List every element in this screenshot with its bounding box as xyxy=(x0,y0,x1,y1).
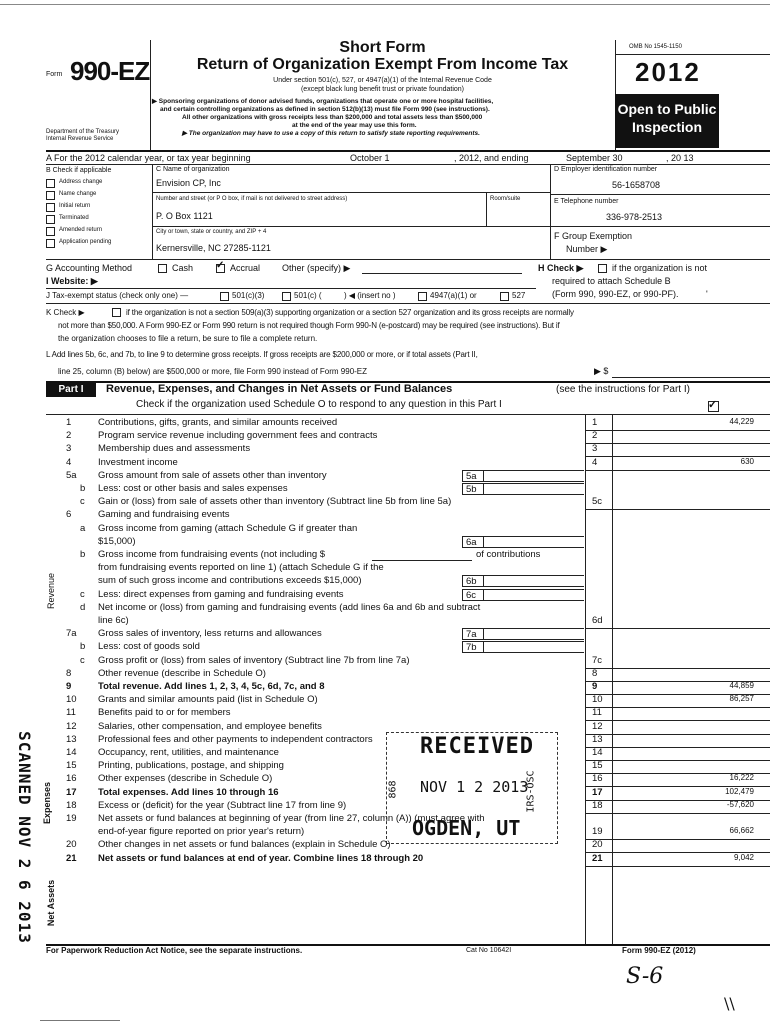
net-assets-side-label: Net Assets xyxy=(46,879,57,927)
line-description: Total expenses. Add lines 10 through 16 xyxy=(98,787,279,798)
b-item-label: Address change xyxy=(59,179,103,185)
line-description: Net assets or fund balances at beginning of year (from line 27, column (A)) (must agree with xyxy=(98,813,485,824)
omb-divider xyxy=(615,54,770,55)
irs-label: Internal Revenue Service xyxy=(46,136,114,142)
line-number: 16 xyxy=(66,773,77,784)
line-ref: 7c xyxy=(592,655,603,666)
line-description: Less: direct expenses from gaming and fundraising events xyxy=(98,589,344,600)
line-ref: 19 xyxy=(592,826,603,837)
accounting-method-label: G Accounting Method xyxy=(46,263,133,273)
sponsoring-line-1: ▶ Sponsoring organizations of donor advised funds, organizations that operate one or more hospital facilities, xyxy=(152,98,494,105)
irs-osc-stamp: IRS-OSC xyxy=(525,770,537,813)
line-number: c xyxy=(80,496,85,507)
line-description: Total revenue. Add lines 1, 2, 3, 4, 5c, 6d, 7c, and 8 xyxy=(98,681,325,692)
c-d-divider xyxy=(550,164,551,260)
line-number: 7a xyxy=(66,628,77,639)
line-number: 19 xyxy=(66,813,77,824)
part1-line xyxy=(0,668,770,682)
line-description: Gross profit or (loss) from sales of inventory (Subtract line 7b from line 7a) xyxy=(98,655,410,666)
part1-line xyxy=(0,813,770,827)
received-stamp: RECEIVED xyxy=(420,734,534,759)
line-amount[interactable]: 44,859 xyxy=(729,681,754,690)
part1-line xyxy=(0,839,770,853)
line-description: Gross sales of inventory, less returns and allowances xyxy=(98,628,322,639)
line-a-label: A For the 2012 calendar year, or tax year beginning xyxy=(46,153,251,163)
cash-checkbox[interactable] xyxy=(158,264,167,273)
other-orgs-line-2: at the end of the year may use this form. xyxy=(292,122,417,129)
part1-line xyxy=(0,747,770,761)
tax-year-end-month: September 30 xyxy=(566,153,623,163)
part1-line xyxy=(0,787,770,801)
line-amount[interactable]: 630 xyxy=(740,457,754,466)
schedule-o-check-mark: ✓ xyxy=(708,399,718,411)
city-state-zip[interactable]: Kernersville, NC 27285-1121 xyxy=(156,243,271,253)
except-note: (except black lung benefit trust or private foundation) xyxy=(300,86,465,93)
b-item-label: Terminated xyxy=(59,215,89,221)
website-label: I Website: ▶ xyxy=(46,276,98,286)
line-number: 14 xyxy=(66,747,77,758)
part1-line xyxy=(0,615,770,629)
street-label: Number and street (or P O box, if mail is not delivered to street address) xyxy=(156,196,348,202)
line-amount[interactable]: 86,257 xyxy=(729,694,754,703)
line-description: Investment income xyxy=(98,457,178,468)
line-ref: 21 xyxy=(592,853,603,864)
part1-tag: Part I xyxy=(46,383,96,397)
part1-header-rule xyxy=(46,414,770,415)
inner-amount-field[interactable] xyxy=(484,575,584,587)
inner-line-ref: 5a xyxy=(462,470,484,482)
line-number: 6 xyxy=(66,509,72,520)
part1-line xyxy=(0,536,770,550)
inner-line-ref: 7b xyxy=(462,641,484,653)
b-item-label: Amended return xyxy=(59,227,103,233)
line-description: Net income or (loss) from gaming and fundraising events (add lines 6a and 6b and subtract xyxy=(98,602,481,613)
line-number: 2 xyxy=(66,430,72,441)
bottom-edge-line xyxy=(40,1020,120,1021)
line-k-text-2: not more than $50,000. A Form 990-EZ or Form 990 return is not required though Form 990-N (e-postcard) may be required (see instructions). But if xyxy=(58,321,560,330)
line-k-checkbox[interactable] xyxy=(112,308,121,317)
line-number: 17 xyxy=(66,787,77,798)
line-description: Gross income from gaming (attach Schedule G if greater than xyxy=(98,523,358,534)
stamp-number: 868 xyxy=(387,780,399,799)
line-number: 10 xyxy=(66,694,77,705)
line-ref: 6d xyxy=(592,615,603,626)
line-description: Other revenue (describe in Schedule O) xyxy=(98,668,266,679)
org-name[interactable]: Envision CP, Inc xyxy=(156,178,221,188)
part1-line xyxy=(0,694,770,708)
part1-line xyxy=(0,549,770,563)
part1-line xyxy=(0,760,770,774)
line-h-text-3: (Form 990, 990-EZ, or 990-PF). xyxy=(552,289,679,299)
line-description: Net assets or fund balances at end of year. Combine lines 18 through 20 xyxy=(98,853,424,864)
b-c-divider xyxy=(152,164,153,260)
ogden-stamp: OGDEN, UT xyxy=(412,816,521,840)
line-number: 3 xyxy=(66,443,72,454)
website-rule xyxy=(46,288,536,289)
org-name-label: C Name of organization xyxy=(156,166,230,173)
b-item-label: Name change xyxy=(59,191,97,197)
line-l-text-2: line 25, column (B) below) are $500,000 or more, file Form 990 instead of Form 990-EZ xyxy=(58,367,368,376)
line-h-tick: ' xyxy=(706,289,708,299)
line-number: 9 xyxy=(66,681,72,692)
inner-amount-field[interactable] xyxy=(484,641,584,653)
ein-label: D Employer identification number xyxy=(554,166,658,173)
bcd-bottom-rule xyxy=(46,259,770,260)
line-description-suffix: of contributions xyxy=(476,549,541,560)
line-number: 20 xyxy=(66,839,77,850)
line-description: Gaming and fundraising events xyxy=(98,509,230,520)
line-description: from fundraising events reported on line 1) (attach Schedule G if the xyxy=(98,562,384,573)
line-number: 13 xyxy=(66,734,77,745)
tax-year: 2012 xyxy=(635,57,701,87)
sponsoring-line-2: and certain controlling organizations as defined in section 512(b)(13) must file Form 990 (see instructions). xyxy=(160,106,490,113)
copy-note: ▶ The organization may have to use a copy of this return to satisfy state reporting requirements. xyxy=(182,130,480,137)
short-form-title: Short Form xyxy=(339,39,426,56)
other-method-line xyxy=(362,273,522,274)
line-ref: 16 xyxy=(592,773,603,784)
line-number: c xyxy=(80,589,85,600)
line-description: Membership dues and assessments xyxy=(98,443,251,454)
phone-value[interactable]: 336-978-2513 xyxy=(606,212,663,222)
line-ref: 2 xyxy=(592,430,598,441)
line-description: Other expenses (describe in Schedule O) xyxy=(98,773,273,784)
other-orgs-line-1: All other organizations with gross receipts less than $200,000 and total assets less than $500,000 xyxy=(182,114,483,121)
line-number: b xyxy=(80,549,86,560)
inner-line-ref: 7a xyxy=(462,628,484,640)
line-description: Gross amount from sale of assets other than inventory xyxy=(98,470,327,481)
b-item-label: Initial return xyxy=(59,203,91,209)
line-description: Other changes in net assets or fund balances (explain in Schedule O) xyxy=(98,839,391,850)
part1-line xyxy=(0,628,770,642)
contributions-blank[interactable] xyxy=(372,560,472,561)
part1-line xyxy=(0,734,770,748)
corner-mark: \\ xyxy=(724,994,735,1013)
omb-number: OMB No 1545-1150 xyxy=(629,44,682,50)
tax-exempt-status-label: J Tax-exempt status (check only one) — xyxy=(46,291,189,300)
line-a-rule xyxy=(46,164,770,165)
line-description: Less: cost of goods sold xyxy=(98,641,200,652)
initial-return-checkbox[interactable] xyxy=(46,203,55,212)
line-ref: 13 xyxy=(592,734,603,745)
line-number: 4 xyxy=(66,457,72,468)
city-label: City or town, state or country, and ZIP + 4 xyxy=(156,229,267,235)
line-ref: 14 xyxy=(592,747,603,758)
line-number: 5a xyxy=(66,470,77,481)
line-ref: 3 xyxy=(592,443,598,454)
open-to-public-box xyxy=(615,94,719,148)
line-amount[interactable]: 9,042 xyxy=(733,853,754,862)
line-ref: 11 xyxy=(592,707,602,718)
line-number: c xyxy=(80,655,85,666)
gross-receipts-arrow: ▶ $ xyxy=(594,366,609,376)
line-description: sum of such gross income and contributions exceeds $15,000) xyxy=(98,575,362,586)
ein-value[interactable]: 56-1658708 xyxy=(612,180,661,190)
part1-line xyxy=(0,773,770,787)
part1-title-note: (see the instructions for Part I) xyxy=(556,384,690,395)
room-divider xyxy=(486,192,487,226)
paperwork-notice: For Paperwork Reduction Act Notice, see the separate instructions. xyxy=(46,946,303,955)
open-to-public: Open to Public xyxy=(617,101,717,117)
amount-row-rule xyxy=(585,866,770,867)
part1-line xyxy=(0,430,770,444)
line-number: b xyxy=(80,641,86,652)
line-ref: 12 xyxy=(592,721,603,732)
line-description: Program service revenue including government fees and contracts xyxy=(98,430,378,441)
part1-line xyxy=(0,523,770,537)
address-change-checkbox[interactable] xyxy=(46,179,55,188)
line-ref: 9 xyxy=(592,681,598,692)
line-ref: 4 xyxy=(592,457,598,468)
accrual-label: Accrual xyxy=(230,263,261,273)
header-instructions xyxy=(152,98,615,138)
line-l-text-1: L Add lines 5b, 6c, and 7b, to line 9 to determine gross receipts. If gross receipts are $200,000 or more, or if total assets (Part II, xyxy=(46,350,478,359)
cash-label: Cash xyxy=(172,263,194,273)
line-ref: 17 xyxy=(592,787,603,798)
line-amount[interactable]: 44,229 xyxy=(729,417,754,426)
line-h-check: H Check ▶ xyxy=(538,263,584,273)
line-description: $15,000) xyxy=(98,536,136,547)
b-item-label: Application pending xyxy=(59,239,112,245)
501c3-checkbox[interactable] xyxy=(220,292,229,301)
header-bottom-rule xyxy=(46,150,770,152)
part1-line xyxy=(0,681,770,695)
line-description: Contributions, gifts, grants, and similar amounts received xyxy=(98,417,338,428)
527-label: 527 xyxy=(512,291,526,300)
part1-line xyxy=(0,457,770,471)
revenue-side-label: Revenue xyxy=(46,572,57,610)
form-number-block xyxy=(46,40,150,140)
line-amount[interactable]: 66,662 xyxy=(729,826,754,835)
part1-line xyxy=(0,641,770,655)
part1-line xyxy=(0,496,770,510)
part1-line xyxy=(0,470,770,484)
schedule-o-check-line: Check if the organization used Schedule O to respond to any question in this Part I xyxy=(136,399,502,410)
part1-title: Revenue, Expenses, and Changes in Net Assets or Fund Balances xyxy=(106,383,453,395)
501c-checkbox[interactable] xyxy=(282,292,291,301)
part1-line xyxy=(0,562,770,576)
line-ref: 18 xyxy=(592,800,603,811)
line-description: Occupancy, rent, utilities, and maintenance xyxy=(98,747,279,758)
inner-line-ref: 6b xyxy=(462,575,484,587)
group-exemption-number-label: Number ▶ xyxy=(566,244,608,254)
other-method-label: Other (specify) ▶ xyxy=(282,263,351,273)
line-ref: 5c xyxy=(592,496,603,507)
form-number: 990-EZ xyxy=(70,56,150,86)
inner-line-ref: 5b xyxy=(462,483,484,495)
part1-line xyxy=(0,853,770,867)
expenses-side-label: Expenses xyxy=(42,781,53,825)
line-number: 8 xyxy=(66,668,72,679)
header-center xyxy=(150,40,615,94)
part1-line xyxy=(0,589,770,603)
received-date-stamp: NOV 1 2 2013 xyxy=(420,778,529,796)
part1-line xyxy=(0,417,770,431)
header-right xyxy=(615,40,770,150)
line-number: 15 xyxy=(66,760,77,771)
line-number: 11 xyxy=(66,707,76,718)
inspection-label: Inspection xyxy=(631,119,702,135)
line-description: Gross income from fundraising events (not including $ xyxy=(98,549,326,560)
under-section: Under section 501(c), 527, or 4947(a)(1) of the Internal Revenue Code xyxy=(273,77,492,84)
handwritten-note: S-6 xyxy=(626,964,664,989)
line-description: Less: cost or other basis and sales expenses xyxy=(98,483,288,494)
terminated-checkbox[interactable] xyxy=(46,215,55,224)
line-number: 1 xyxy=(66,417,72,428)
form-prefix: Form xyxy=(46,71,63,78)
line-number: 18 xyxy=(66,800,77,811)
line-j-rule xyxy=(46,303,770,304)
part1-line xyxy=(0,483,770,497)
line-description: line 6c) xyxy=(98,615,129,626)
inner-line-ref: 6a xyxy=(462,536,484,548)
form-reference: Form 990-EZ (2012) xyxy=(622,946,696,955)
catalog-number: Cat No 10642I xyxy=(466,947,512,954)
line-amount[interactable]: 102,479 xyxy=(725,787,754,796)
line-number: 12 xyxy=(66,721,77,732)
application-pending-checkbox[interactable] xyxy=(46,239,55,248)
line-ref: 20 xyxy=(592,839,603,850)
line-number: d xyxy=(80,602,86,613)
501c3-label: 501(c)(3) xyxy=(232,291,265,300)
group-exemption-label: F Group Exemption xyxy=(554,231,633,241)
inner-amount-field[interactable] xyxy=(484,628,584,640)
e-rule xyxy=(550,226,770,227)
line-ref: 15 xyxy=(592,760,603,771)
line-description: end-of-year figure reported on prior year's return) xyxy=(98,826,305,837)
schedule-b-checkbox[interactable] xyxy=(598,264,607,273)
room-suite-label: Room/suite xyxy=(490,196,521,202)
inner-amount-field[interactable] xyxy=(484,470,584,482)
line-number: 21 xyxy=(66,853,77,864)
c-rule-2 xyxy=(152,226,550,227)
inner-amount-field[interactable] xyxy=(484,536,584,548)
4947-label: 4947(a)(1) or xyxy=(430,291,477,300)
line-description: Benefits paid to or for members xyxy=(98,707,231,718)
dept-treasury: Department of the Treasury xyxy=(46,129,120,135)
d-rule xyxy=(550,194,770,195)
form-title: Return of Organization Exempt From Income Tax xyxy=(196,56,569,73)
gross-receipts-line xyxy=(612,377,770,378)
line-description: Excess or (deficit) for the year (Subtract line 17 from line 9) xyxy=(98,800,347,811)
527-checkbox[interactable] xyxy=(500,292,509,301)
scanned-stamp: SCANNED NOV 2 6 2013 xyxy=(14,731,34,944)
line-amount[interactable]: -57,620 xyxy=(726,800,754,809)
line-amount[interactable]: 16,222 xyxy=(729,773,754,782)
line-a-mid: , 2012, and ending xyxy=(454,153,529,163)
line-ref: 10 xyxy=(592,694,603,705)
inner-line-ref: 6c xyxy=(462,589,484,601)
phone-label: E Telephone number xyxy=(554,198,619,205)
line-ref: 1 xyxy=(592,417,598,428)
section-b-label: B Check if applicable xyxy=(46,167,112,174)
name-change-checkbox[interactable] xyxy=(46,191,55,200)
tax-year-begin: October 1 xyxy=(350,153,390,163)
tax-year-end-year: , 20 13 xyxy=(666,153,694,163)
part1-line xyxy=(0,602,770,616)
line-description: Gain or (loss) from sale of assets other than inventory (Subtract line 5b from line 5a) xyxy=(98,496,452,507)
line-k-check: K Check ▶ xyxy=(46,308,85,317)
part1-line xyxy=(0,826,770,840)
amended-return-checkbox[interactable] xyxy=(46,227,55,236)
501c-label: 501(c) ( xyxy=(294,291,322,300)
part1-line xyxy=(0,443,770,457)
insert-no-label: ) ◀ (insert no ) xyxy=(344,291,396,300)
part1-line xyxy=(0,721,770,735)
line-description: Grants and similar amounts paid (list in Schedule O) xyxy=(98,694,318,705)
inner-amount-field[interactable] xyxy=(484,483,584,495)
top-edge-line xyxy=(0,4,770,5)
street-address[interactable]: P. O Box 1121 xyxy=(156,211,213,221)
line-k-text-3: the organization chooses to file a return, be sure to file a complete return. xyxy=(58,334,318,343)
part1-line xyxy=(0,800,770,814)
line-h-text: if the organization is not xyxy=(612,263,708,273)
line-description: Printing, publications, postage, and shipping xyxy=(98,760,284,771)
line-number: a xyxy=(80,523,86,534)
part1-line xyxy=(0,707,770,721)
line-number: b xyxy=(80,483,86,494)
line-h-text-2: required to attach Schedule B xyxy=(552,276,671,286)
part1-line xyxy=(0,509,770,523)
line-description: Professional fees and other payments to independent contractors xyxy=(98,734,373,745)
part1-line xyxy=(0,575,770,589)
4947-checkbox[interactable] xyxy=(418,292,427,301)
line-description: Salaries, other compensation, and employee benefits xyxy=(98,721,322,732)
inner-amount-field[interactable] xyxy=(484,589,584,601)
accrual-check-mark: ✓ xyxy=(216,260,225,271)
line-k-text-1: if the organization is not a section 509(a)(3) supporting organization or a section 527 organization and its gross receipts are normally xyxy=(126,308,574,317)
line-ref: 8 xyxy=(592,668,598,679)
part1-line xyxy=(0,655,770,669)
c-rule-1 xyxy=(152,192,550,193)
